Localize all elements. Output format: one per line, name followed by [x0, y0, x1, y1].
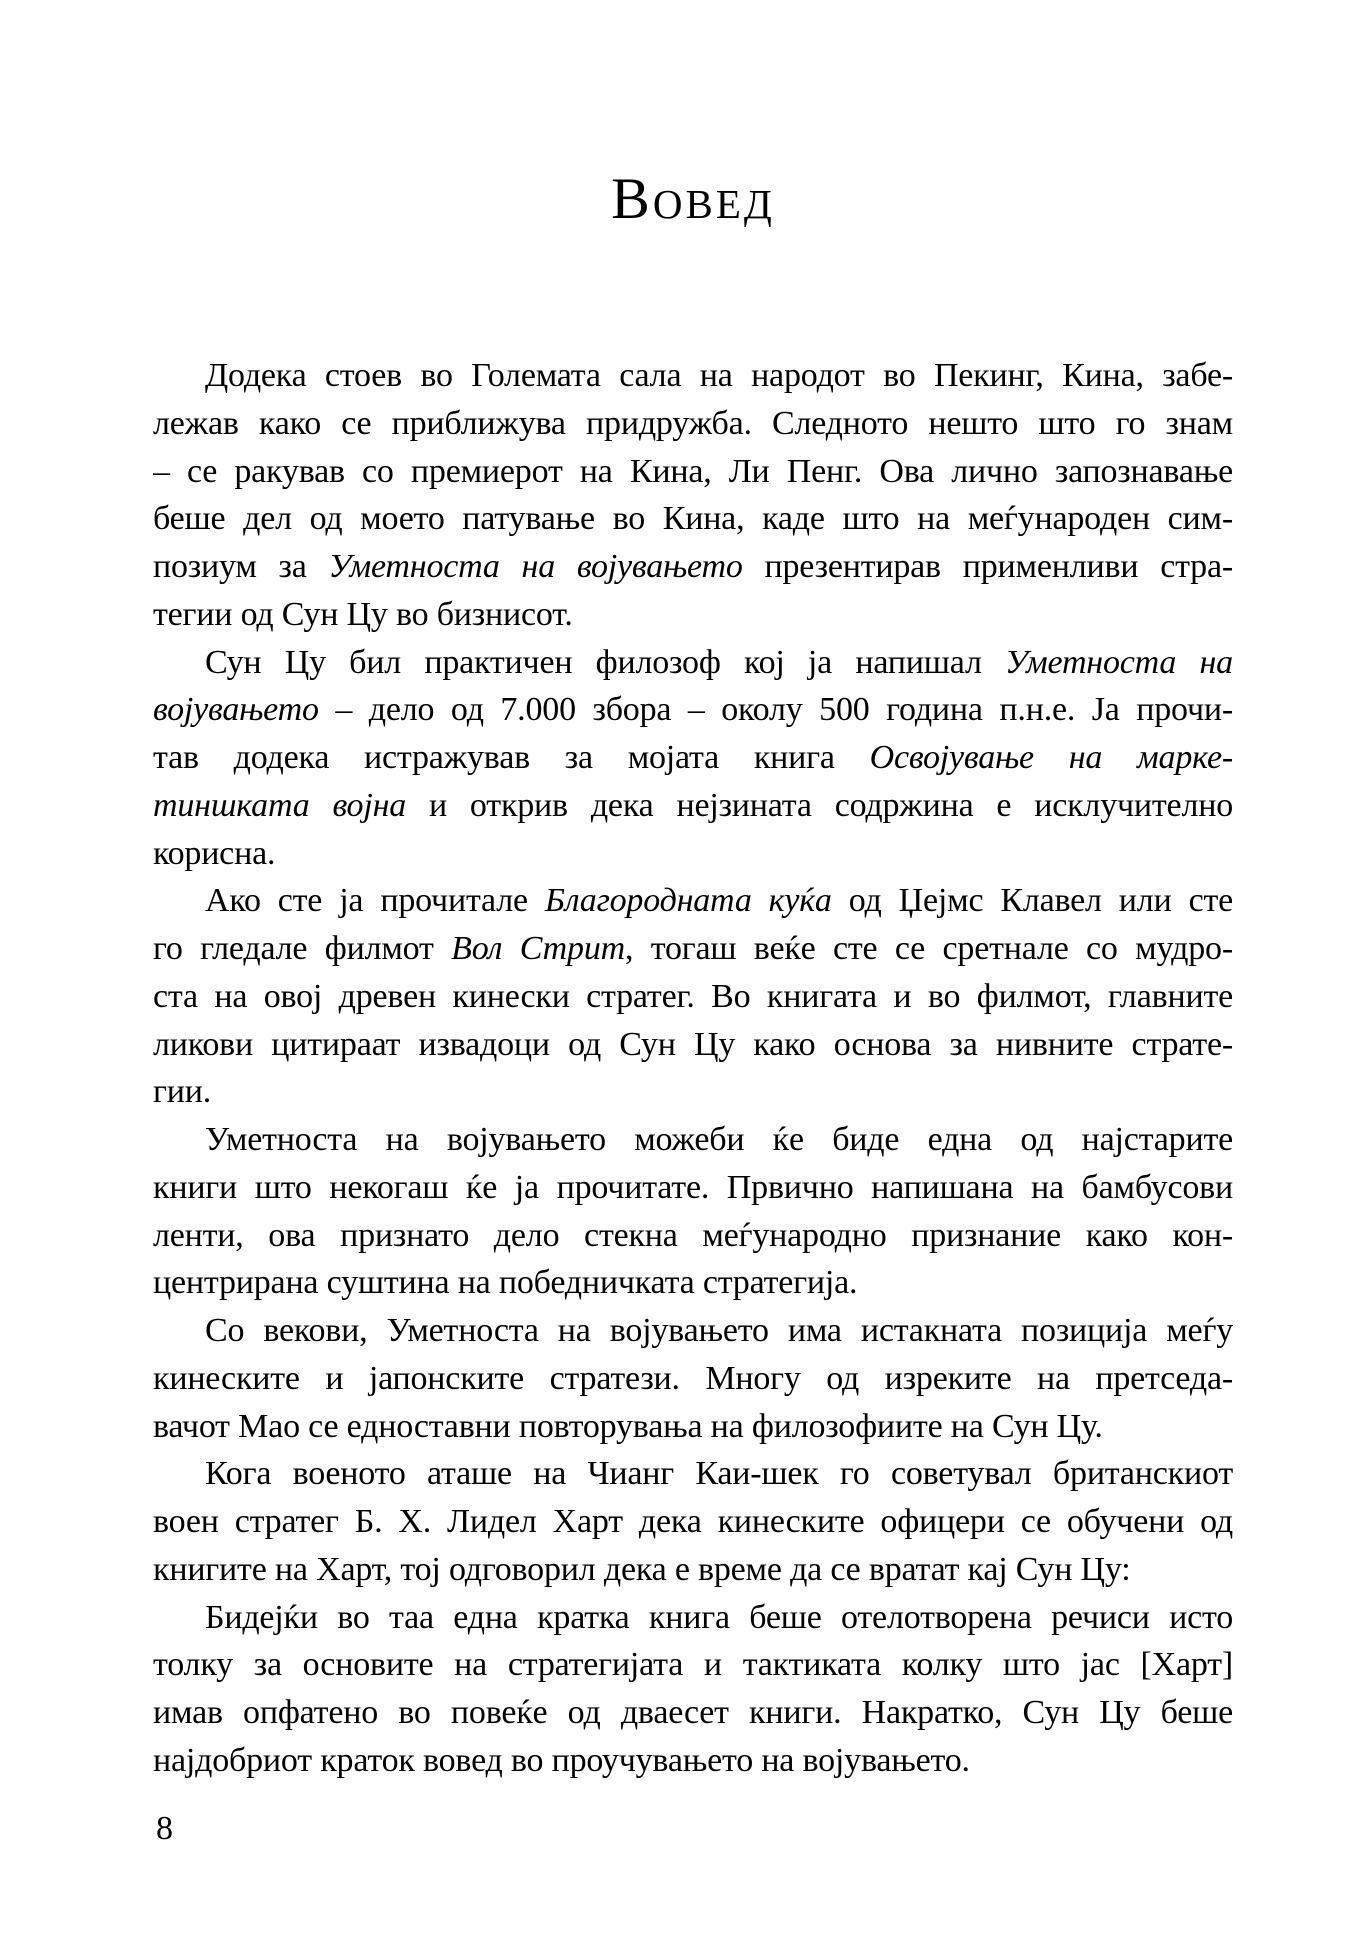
- text-run: гии.: [153, 1073, 212, 1111]
- text-line: [153, 495, 1233, 543]
- italic-text-run: Уметноста на: [1005, 643, 1233, 681]
- text-run: Со векови, Уметноста на војувањето има истакната позиција меѓу: [205, 1312, 1233, 1349]
- italic-text-run: Вол Стрит: [451, 930, 625, 967]
- text-line: [153, 1641, 1233, 1689]
- text-line: [153, 448, 1233, 496]
- text-line: [153, 1259, 1233, 1307]
- text-line: [153, 830, 1233, 878]
- text-line: [153, 1307, 1233, 1355]
- text-line: [153, 400, 1233, 448]
- text-run: , тогаш веќе сте се сретнале со мудро-: [624, 930, 1233, 967]
- text-run: го гледале филмот: [153, 930, 452, 967]
- text-run: Сун Цу бил практичен филозоф кој ја напишал: [205, 643, 1006, 681]
- text-line: [153, 352, 1233, 400]
- text-run: Уметноста на војувањето можеби ќе биде една од најстарите: [205, 1121, 1233, 1158]
- text-line: [153, 1116, 1233, 1164]
- text-line: [153, 1212, 1233, 1260]
- text-run: корисна.: [153, 834, 276, 872]
- text-line: [153, 1546, 1233, 1594]
- text-run: тегии од Сун Цу во бизнисот.: [153, 595, 573, 633]
- text-run: и открив дека нејзината содржина е исклучително: [406, 786, 1233, 824]
- text-run: ленти, ова признато дело стекна меѓународно признание како кон-: [153, 1216, 1233, 1254]
- text-run: позиум за: [153, 548, 329, 585]
- italic-text-run: Освојување на марке-: [869, 739, 1233, 776]
- text-run: Додека стоев во Големата сала на народот во Пекинг, Кина, забе-: [205, 357, 1233, 394]
- text-run: беше дел од моето патување во Кина, каде што на меѓународен сим-: [153, 500, 1233, 538]
- text-run: кинеските и јапонските стратези. Многу од изреките на претседа-: [153, 1359, 1233, 1397]
- text-run: – се ракував со премиерот на Кина, Ли Пенг. Ова лично запознавање: [153, 452, 1233, 490]
- text-line: [153, 877, 1233, 925]
- text-line: [153, 1498, 1233, 1546]
- text-line: [153, 639, 1233, 687]
- text-run: книгите на Харт, тој одговорил дека е време да се вратат кај Сун Цу:: [153, 1550, 1131, 1588]
- chapter-title: Вовед: [611, 166, 775, 231]
- text-line: [153, 1021, 1233, 1069]
- text-run: вачот Мао се едноставни повторувања на филозофиите на Сун Цу.: [153, 1407, 1103, 1445]
- text-line: [153, 782, 1233, 830]
- text-line: [153, 1068, 1233, 1116]
- text-run: од Џејмс Клавел или сте: [831, 882, 1233, 920]
- text-line: [153, 925, 1233, 973]
- page-number: 8: [156, 1810, 173, 1847]
- text-line: [153, 734, 1233, 782]
- text-line: [153, 1164, 1233, 1212]
- text-run: воен стратег Б. Х. Лидел Харт дека кинеските офицери се обучени од: [153, 1503, 1233, 1540]
- text-line: [153, 591, 1233, 639]
- text-block: [153, 352, 1233, 1785]
- text-line: [153, 1355, 1233, 1403]
- text-line: [153, 973, 1233, 1021]
- text-line: [153, 1689, 1233, 1737]
- text-line: [153, 1450, 1233, 1498]
- text-run: лежав како се приближува придружба. Следното нешто што го знам: [153, 404, 1233, 442]
- text-run: презентирав применливи стра-: [742, 548, 1233, 585]
- text-line: [153, 686, 1233, 734]
- italic-text-run: Благородната куќа: [544, 882, 832, 920]
- italic-text-run: Уметноста на војувањето: [328, 548, 743, 585]
- text-run: имав опфатено во повеќе од дваесет книги. Накратко, Сун Цу беше: [153, 1694, 1233, 1731]
- text-run: ликови цитираат извадоци од Сун Цу како основа за нивните страте-: [153, 1025, 1233, 1063]
- text-run: Бидејќи во таа една кратка книга беше отелотворена речиси исто: [205, 1598, 1233, 1636]
- text-run: најдобриот краток вовед во проучувањето на војувањето.: [153, 1741, 970, 1779]
- text-run: книги што некогаш ќе ја прочитате. Првично напишана на бамбусови: [153, 1168, 1233, 1206]
- text-line: [153, 543, 1233, 591]
- text-run: тав додека истражував за мојата книга: [153, 739, 870, 776]
- italic-text-run: војувањето: [153, 691, 319, 729]
- text-run: Ако сте ја прочитале: [205, 882, 545, 920]
- text-line: [153, 1737, 1233, 1785]
- text-line: [153, 1594, 1233, 1642]
- text-run: толку за основите на стратегијата и тактиката колку што јас [Харт]: [153, 1646, 1233, 1684]
- text-run: – дело од 7.000 збора – околу 500 година п.н.е. Ја прочи-: [318, 691, 1233, 729]
- text-run: Кога военото аташе на Чианг Каи-шек го советувал британскиот: [205, 1455, 1233, 1493]
- text-line: [153, 1403, 1233, 1451]
- text-run: ста на овој древен кинески стратег. Во книгата и во филмот, главните: [153, 977, 1233, 1015]
- italic-text-run: тиншката војна: [153, 786, 407, 824]
- text-run: центрирана суштина на победничката стратегија.: [153, 1264, 858, 1302]
